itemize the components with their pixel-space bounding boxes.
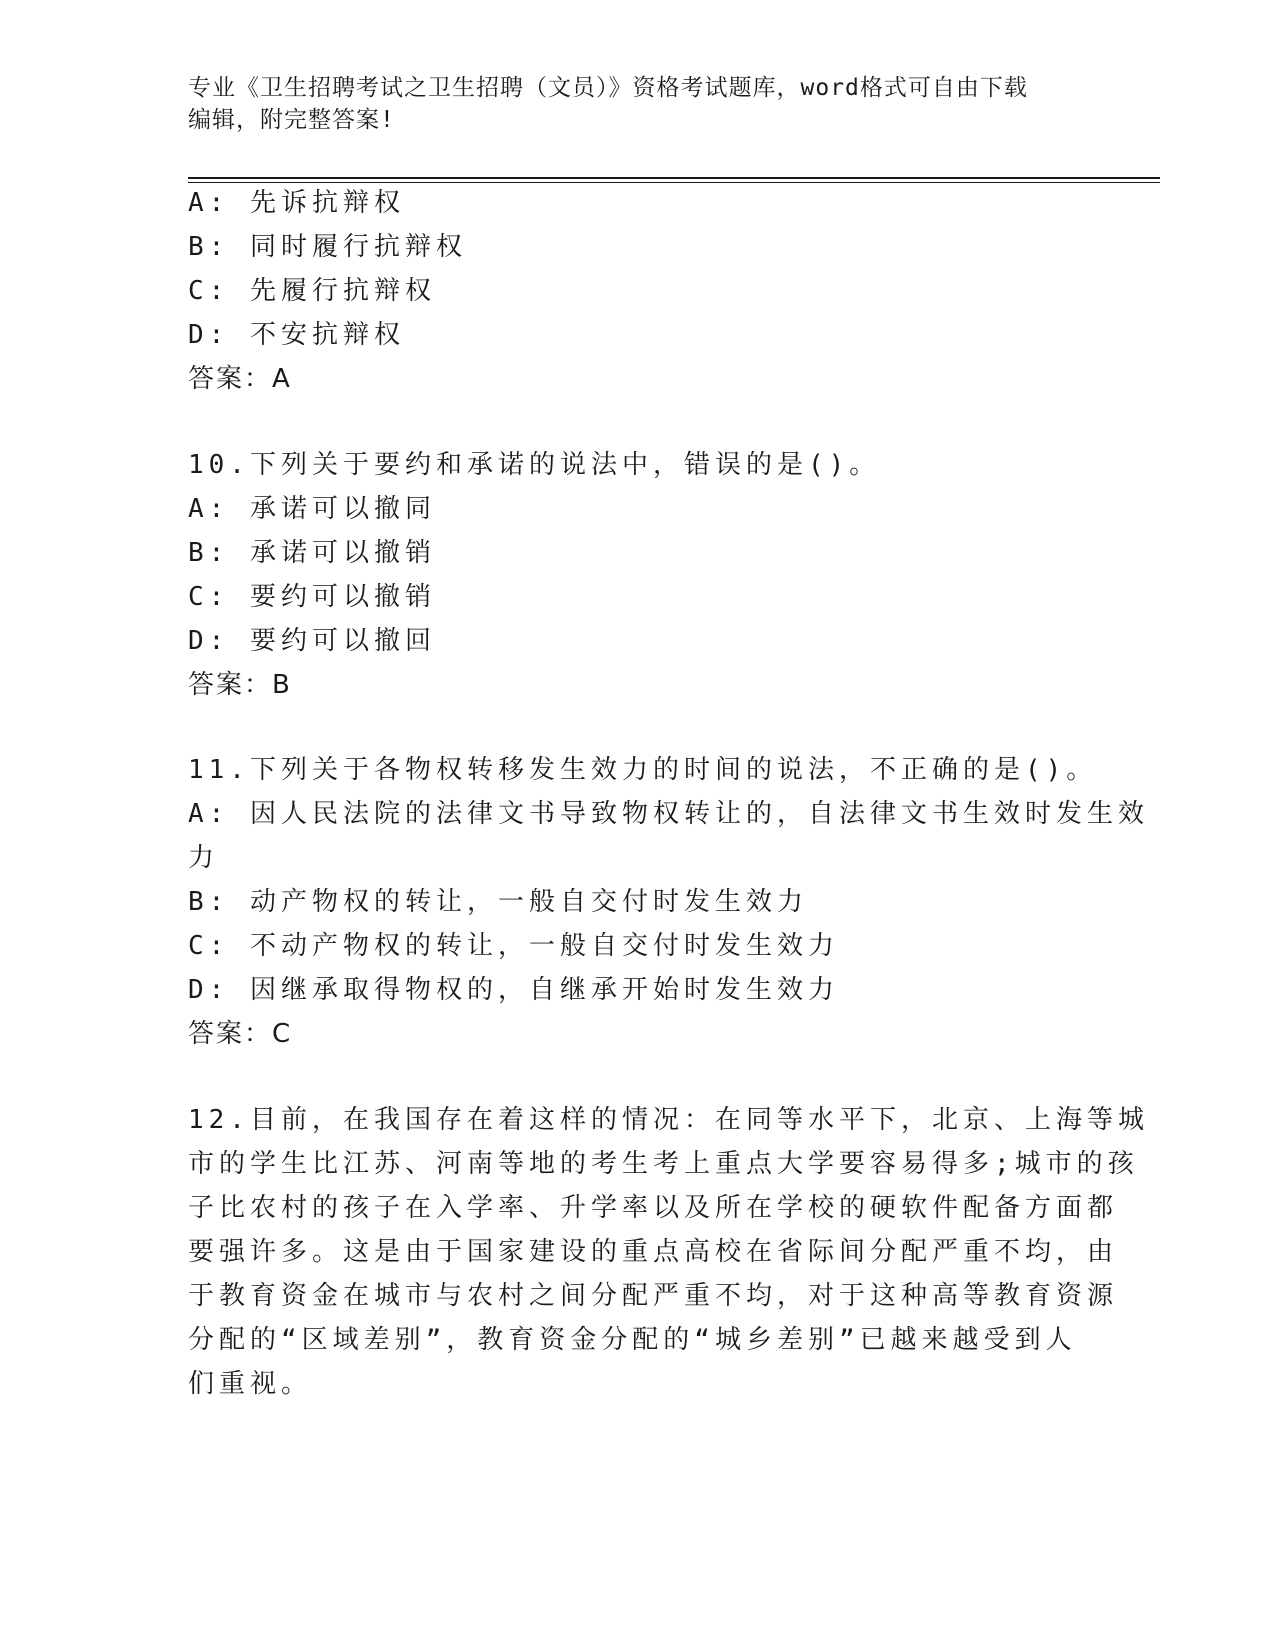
q10-stem: 10.下列关于要约和承诺的说法中，错误的是()。 — [188, 450, 881, 480]
q11-option-b: B: 动产物权的转让，一般自交付时发生效力 — [188, 887, 808, 917]
header-rule-thick — [188, 177, 1160, 179]
q9-option-a: A: 先诉抗辩权 — [188, 188, 405, 218]
q12-stem-line-3: 子比农村的孩子在入学率、升学率以及所在学校的硬软件配备方面都 — [188, 1193, 1119, 1223]
q11-option-a-line-2: 力 — [188, 843, 220, 873]
q11-answer: 答案：C — [188, 1019, 293, 1049]
q9-answer: 答案：A — [188, 364, 292, 394]
header-rule-thin — [188, 182, 1160, 183]
q11-stem: 11.下列关于各物权转移发生效力的时间的说法，不正确的是()。 — [188, 755, 1098, 785]
q11-option-c: C: 不动产物权的转让，一般自交付时发生效力 — [188, 931, 839, 961]
q9-option-d: D: 不安抗辩权 — [188, 320, 405, 350]
q12-stem-line-6: 分配的“区域差别”，教育资金分配的“城乡差别”已越来越受到人 — [188, 1325, 1077, 1355]
q10-option-d: D: 要约可以撤回 — [188, 626, 436, 656]
q11-option-d: D: 因继承取得物权的，自继承开始时发生效力 — [188, 975, 839, 1005]
header-line-1: 专业《卫生招聘考试之卫生招聘（文员）》资格考试题库，word格式可自由下载 — [188, 75, 1028, 101]
q12-stem-line-5: 于教育资金在城市与农村之间分配严重不均，对于这种高等教育资源 — [188, 1281, 1119, 1311]
q9-option-b: B: 同时履行抗辩权 — [188, 232, 467, 262]
header-line-2: 编辑，附完整答案! — [188, 107, 395, 133]
q12-stem-line-2: 市的学生比江苏、河南等地的考生考上重点大学要容易得多;城市的孩 — [188, 1149, 1139, 1179]
q10-option-a: A: 承诺可以撤同 — [188, 494, 436, 524]
q11-option-a-line-1: A: 因人民法院的法律文书导致物权转让的，自法律文书生效时发生效 — [188, 799, 1149, 829]
q10-option-b: B: 承诺可以撤销 — [188, 538, 436, 568]
q9-option-c: C: 先履行抗辩权 — [188, 276, 436, 306]
q12-stem-line-7: 们重视。 — [188, 1369, 313, 1399]
document-header — [188, 72, 1078, 136]
q12-stem-line-1: 12.目前，在我国存在着这样的情况：在同等水平下，北京、上海等城 — [188, 1105, 1149, 1135]
q10-answer: 答案：B — [188, 670, 292, 700]
q12-stem-line-4: 要强许多。这是由于国家建设的重点高校在省际间分配严重不均，由 — [188, 1237, 1119, 1267]
q10-option-c: C: 要约可以撤销 — [188, 582, 436, 612]
